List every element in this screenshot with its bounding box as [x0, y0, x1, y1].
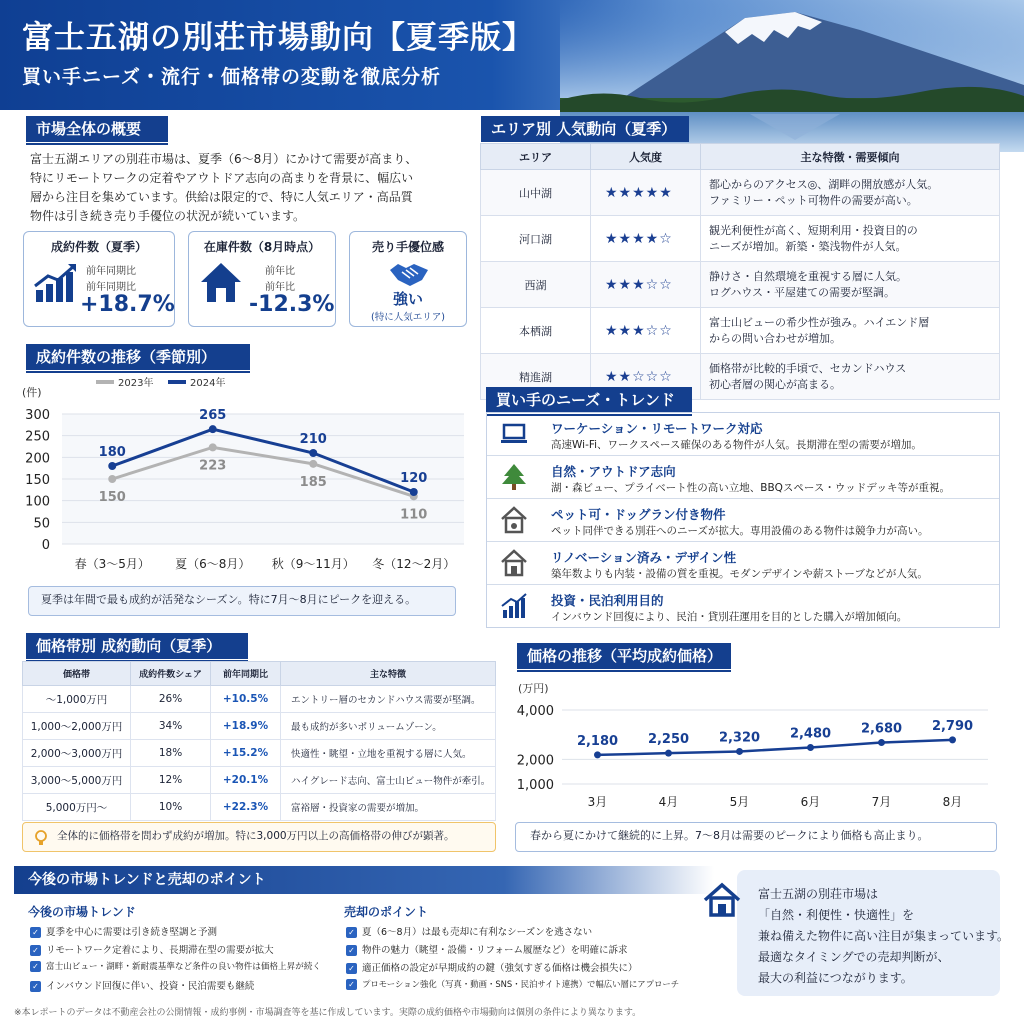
data-point [878, 739, 885, 746]
kpi-label: 前年同期比 [86, 282, 136, 293]
overview-heading: 市場全体の概要 [26, 116, 168, 142]
data-point [949, 736, 956, 743]
price-band: 2,000〜3,000万円 [23, 740, 131, 767]
data-label: 2,180 [576, 733, 619, 749]
area-desc-line: 価格帯が比較的手頃で、セカンドハウス [709, 361, 907, 375]
area-stars: ★★★☆☆ [591, 308, 701, 354]
price-yoy: +20.1% [211, 767, 281, 794]
list-item [487, 413, 999, 456]
area-desc [701, 216, 1000, 262]
price-yoy: +10.5% [211, 686, 281, 713]
kpi-title: 在庫件数（8月時点） [203, 240, 321, 254]
area-desc [701, 262, 1000, 308]
price-trend-note: 春から夏にかけて継続的に上昇。7〜8月は需要のピークにより価格も高止まり。 [515, 822, 997, 852]
x-tick-label: 秋（9〜11月） [271, 557, 355, 571]
data-point [309, 460, 317, 468]
area-name: 本栖湖 [481, 308, 591, 354]
list-item [487, 456, 999, 499]
tree-icon [499, 462, 529, 492]
need-desc: 高速Wi-Fi、ワークスペース確保のある物件が人気。長期滞在型の需要が増加。 [551, 439, 922, 451]
data-label: 2,790 [931, 718, 974, 734]
sell-text: 物件の魅力（眺望・設備・リフォーム履歴など）を明確に訴求 [362, 945, 628, 956]
kpi-value: -12.3% [249, 292, 335, 317]
data-label: 180 [98, 445, 126, 460]
data-label: 120 [400, 471, 428, 486]
data-label: 210 [299, 432, 327, 447]
data-point [594, 751, 601, 758]
price-share: 10% [131, 794, 211, 821]
area-desc-line: 静けさ・自然環境を重視する層に人気。 [709, 269, 907, 283]
data-label: 150 [98, 490, 126, 505]
pet-house-icon [499, 505, 529, 535]
needs-list [486, 412, 1000, 628]
need-title: 自然・アウトドア志向 [551, 464, 676, 479]
kpi-value: 強い [392, 290, 423, 308]
price-band-table [22, 661, 496, 821]
need-title: ペット可・ドッグラン付き物件 [551, 507, 726, 522]
legend-label: 2024年 [190, 378, 226, 389]
renovation-house-icon [499, 548, 529, 578]
price-band: 〜1,000万円 [23, 686, 131, 713]
check-icon: ✓ [346, 963, 357, 974]
summary-line: 「自然・利便性・快適性」を [758, 908, 915, 922]
area-desc-line: からの問い合わせが増加。 [709, 331, 841, 345]
table-row [481, 216, 1000, 262]
area-desc-line: ファミリー・ペット可物件の需要が高い。 [709, 193, 918, 207]
y-tick-label: 100 [25, 494, 50, 510]
sell-text: プロモーション強化（写真・動画・SNS・民泊サイト連携）で幅広い層にアプローチ [362, 979, 680, 989]
list-item [487, 499, 999, 542]
sell-heading: 売却のポイント [344, 905, 429, 919]
data-point [309, 449, 317, 457]
x-tick-label: 7月 [871, 795, 892, 809]
data-point [410, 488, 418, 496]
y-axis-label: (万円) [518, 682, 549, 695]
check-icon: ✓ [346, 979, 357, 990]
table-row [481, 262, 1000, 308]
y-tick-label: 4,000 [516, 704, 554, 719]
list-item [487, 585, 999, 628]
summary-line: 最適なタイミングでの売却判断が、 [758, 950, 950, 964]
sales-trend-note: 夏季は年間で最も成約が活発なシーズン。特に7月〜8月にピークを迎える。 [28, 586, 456, 616]
y-tick-label: 2,000 [516, 753, 554, 769]
price-feature: 最も成約が多いボリュームゾーン。 [281, 713, 496, 740]
data-point [108, 462, 116, 470]
area-name: 山中湖 [481, 170, 591, 216]
investment-chart-icon [499, 591, 529, 621]
y-tick-label: 250 [25, 429, 50, 445]
list-item [30, 960, 321, 972]
data-label: 223 [199, 458, 227, 474]
trend-text: 富士山ビュー・湖畔・新耐震基準など条件の良い物件は価格上昇が続く [46, 962, 322, 972]
price-band: 5,000万円〜 [23, 794, 131, 821]
area-desc-line: 都心からのアクセス◎、湖畔の開放感が人気。 [709, 177, 939, 191]
price-col-share: 成約件数シェア [131, 662, 211, 686]
area-desc-line: 初心者層の関心が高まる。 [709, 377, 841, 391]
price-feature: エントリー層のセカンドハウス需要が堅調。 [281, 686, 496, 713]
summary-line: 富士五湖の別荘市場は [758, 887, 879, 901]
list-item [487, 542, 999, 585]
overview-line: 富士五湖エリアの別荘市場は、夏季（6〜8月）にかけて需要が高まり、 [30, 152, 418, 166]
price-yoy: +15.2% [211, 740, 281, 767]
price-col-band: 価格帯 [23, 662, 131, 686]
price-col-yoy: 前年同期比 [211, 662, 281, 686]
list-item [30, 978, 254, 992]
list-item [346, 960, 638, 974]
data-point [108, 475, 116, 483]
data-label: 265 [199, 408, 227, 424]
summary-text [758, 884, 1009, 989]
price-band-heading: 価格帯別 成約動向（夏季） [26, 633, 248, 659]
area-desc-line: ニーズが増加。新築・築浅物件が人気。 [709, 239, 907, 253]
kpi-title: 売り手優位感 [371, 240, 444, 254]
check-icon: ✓ [30, 945, 41, 956]
y-tick-label: 300 [25, 408, 50, 423]
summary-line: 最大の利益につながります。 [758, 971, 913, 985]
trend-text: 夏季を中心に需要は引き続き堅調と予測 [46, 927, 218, 938]
chart-up-icon [32, 262, 78, 306]
price-feature: ハイグレード志向、富士山ビュー物件が牽引。 [281, 767, 496, 794]
price-share: 34% [131, 713, 211, 740]
area-desc-line: 富士山ビューの希少性が強み。ハイエンド層 [709, 315, 930, 329]
kpi-label: 前年比 [265, 266, 295, 277]
legend-label: 2023年 [118, 378, 154, 389]
price-trend-heading: 価格の推移（平均成約価格） [517, 643, 731, 669]
sell-text: 夏（6〜8月）は最も売却に有利なシーズンを逃さない [362, 927, 593, 938]
x-tick-label: 6月 [800, 795, 821, 809]
price-yoy: +22.3% [211, 794, 281, 821]
area-desc [701, 354, 1000, 400]
table-row [481, 170, 1000, 216]
check-icon: ✓ [30, 981, 41, 992]
x-tick-label: 4月 [658, 795, 679, 809]
y-axis-label: (件) [22, 386, 42, 399]
price-feature: 富裕層・投資家の需要が増加。 [281, 794, 496, 821]
page-title: 富士五湖の別荘市場動向【夏季版】 [22, 20, 534, 56]
area-col-desc: 主な特徴・需要傾向 [701, 144, 1000, 170]
footer-note: ※本レポートのデータは不動産会社の公開情報・成約事例・市場調査等を基に作成しています。実際の成約価格や市場動向は個別の条件により異なります。 [14, 1008, 642, 1018]
table-row [23, 740, 496, 767]
trend-text: リモートワーク定着により、長期滞在型の需要が拡大 [46, 945, 274, 956]
data-label: 2,680 [860, 721, 903, 737]
overview-line: 物件は引き続き売り手優位の状況が続いています。 [30, 209, 306, 223]
price-share: 18% [131, 740, 211, 767]
table-row [23, 686, 496, 713]
data-label: 110 [400, 507, 428, 523]
list-item [346, 942, 628, 956]
price-band-note [22, 822, 496, 852]
page-subtitle: 買い手ニーズ・流行・価格帯の変動を徹底分析 [22, 66, 442, 88]
area-stars: ★★★☆☆ [591, 262, 701, 308]
area-col-name: エリア [481, 144, 591, 170]
area-table [480, 143, 1000, 400]
price-yoy: +18.9% [211, 713, 281, 740]
y-tick-label: 150 [25, 473, 50, 488]
y-tick-label: 50 [33, 516, 50, 532]
x-tick-label: 冬（12〜2月） [372, 557, 456, 571]
area-name: 精進湖 [481, 354, 591, 400]
y-tick-label: 200 [25, 451, 50, 467]
handshake-icon [388, 258, 430, 288]
area-desc-line: 観光利便性が高く、短期利用・投資目的の [709, 223, 918, 237]
y-tick-label: 1,000 [516, 778, 554, 793]
data-label: 2,480 [789, 726, 832, 742]
lightbulb-icon [33, 829, 49, 847]
area-stars: ★★★★☆ [591, 216, 701, 262]
price-feature: 快適性・眺望・立地を重視する層に人気。 [281, 740, 496, 767]
kpi-value: +18.7% [80, 292, 175, 317]
kpi-title: 成約件数（夏季） [50, 240, 147, 254]
needs-heading: 買い手のニーズ・トレンド [486, 387, 692, 413]
check-icon: ✓ [346, 927, 357, 938]
data-point [209, 425, 217, 433]
need-title: 投資・民泊利用目的 [551, 593, 664, 608]
area-stars: ★★☆☆☆ [591, 354, 701, 400]
price-band: 1,000〜2,000万円 [23, 713, 131, 740]
area-desc [701, 308, 1000, 354]
overview-line: 層から注目を集めています。供給は限定的で、特に人気エリア・高品質 [30, 190, 413, 204]
table-row [481, 308, 1000, 354]
overview-line: 特にリモートワークの定着やアウトドア志向の高まりを背景に、幅広い [30, 171, 414, 185]
sales-trend-chart [18, 376, 480, 576]
x-tick-label: 5月 [729, 795, 750, 809]
x-tick-label: 3月 [587, 795, 608, 809]
price-share: 26% [131, 686, 211, 713]
overview-text [30, 150, 470, 226]
data-point [209, 443, 217, 451]
y-tick-label: 0 [41, 538, 50, 553]
laptop-icon [499, 419, 529, 449]
price-trend-chart [510, 676, 1000, 818]
area-stars: ★★★★★ [591, 170, 701, 216]
area-desc-line: ログハウス・平屋建ての需要が堅調。 [709, 285, 896, 299]
house-outline-icon [702, 880, 742, 920]
area-name: 河口湖 [481, 216, 591, 262]
check-icon: ✓ [346, 945, 357, 956]
kpi-note: (特に人気エリア) [371, 312, 445, 323]
outlook-heading: 今後の市場トレンドと売却のポイント [14, 866, 714, 894]
kpi-label: 前年同期比 [86, 266, 136, 277]
area-name: 西湖 [481, 262, 591, 308]
table-row [23, 767, 496, 794]
kpi-card-seller [349, 231, 467, 327]
need-desc: 湖・森ビュー、プライベート性の高い立地、BBQスペース・ウッドデッキ等が重視。 [551, 482, 950, 494]
need-desc: インバウンド回復により、民泊・貸別荘運用を目的とした購入が増加傾向。 [551, 611, 908, 623]
price-share: 12% [131, 767, 211, 794]
x-tick-label: 8月 [942, 795, 963, 809]
data-point [736, 748, 743, 755]
kpi-card-sales [23, 231, 175, 327]
x-tick-label: 春（3〜5月） [74, 557, 150, 571]
check-icon: ✓ [30, 927, 41, 938]
data-point [665, 750, 672, 757]
price-band-note-text: 全体的に価格帯を問わず成約が増加。特に3,000万円以上の高価格帯の伸びが顕著。 [57, 830, 455, 842]
sales-trend-heading: 成約件数の推移（季節別） [26, 344, 250, 370]
data-label: 185 [299, 474, 327, 490]
area-desc [701, 170, 1000, 216]
need-desc: 築年数よりも内装・設備の質を重視。モダンデザインや薪ストーブなどが人気。 [551, 568, 928, 580]
price-band: 3,000〜5,000万円 [23, 767, 131, 794]
need-title: ワーケーション・リモートワーク対応 [551, 421, 763, 436]
table-row [23, 794, 496, 821]
area-heading: エリア別 人気動向（夏季） [481, 116, 689, 142]
list-item [30, 924, 217, 938]
data-label: 2,320 [718, 730, 761, 746]
area-col-rating: 人気度 [591, 144, 701, 170]
data-label: 2,250 [647, 732, 690, 748]
kpi-card-inventory [188, 231, 336, 327]
house-icon [199, 260, 243, 306]
trend-heading: 今後の市場トレンド [28, 905, 136, 919]
x-tick-label: 夏（6〜8月） [175, 557, 251, 571]
kpi-label: 前年比 [265, 282, 295, 293]
need-title: リノベーション済み・デザイン性 [551, 550, 737, 565]
need-desc: ペット同伴できる別荘へのニーズが拡大。専用設備のある物件は競争力が高い。 [551, 525, 929, 537]
price-col-feature: 主な特徴 [281, 662, 496, 686]
table-row [23, 713, 496, 740]
data-point [807, 744, 814, 751]
list-item [346, 978, 679, 990]
check-icon: ✓ [30, 961, 41, 972]
list-item [30, 942, 274, 956]
sell-text: 適正価格の設定が早期成約の鍵（強気すぎる価格は機会損失に） [362, 963, 638, 974]
list-item [346, 924, 592, 938]
summary-line: 兼ね備えた物件に高い注目が集まっています。 [758, 929, 1010, 943]
trend-text: インバウンド回復に伴い、投資・民泊需要も継続 [46, 981, 255, 992]
